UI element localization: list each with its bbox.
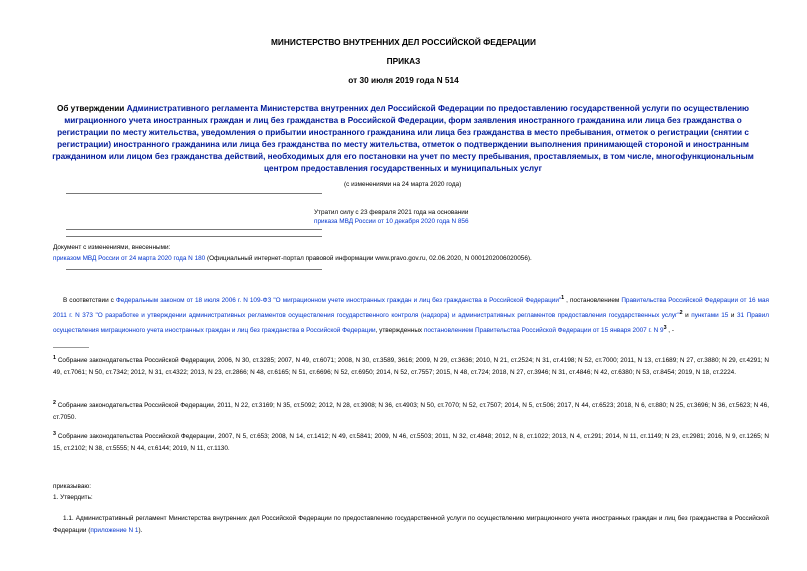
footnote-text: Собрание законодательства Российской Федерации, 2011, N 22, ст.3169; N 35, ст.5092; 2012, N 28, ст.3908; N 36, ст.4903; N 50, ст.7070; N 52, ст.7507; 2014, N 5, ст.506; 2017, N 44, ст.6523; 2018, N 6, ст.880; N 25, ст.3696; N 36, ст.5623; N 46, ст.7050. [53, 402, 769, 422]
divider [66, 269, 322, 270]
footnote-mark: 1 [53, 355, 56, 361]
footnote-mark: 2 [53, 400, 56, 406]
appendix-1-link[interactable]: приложение N 1 [90, 527, 139, 534]
clause-31-link[interactable]: 31 Правил осуществления миграционного учета иностранных граждан и лиц без гражданства в Российской Федерации [53, 312, 770, 335]
item-1-1 [53, 513, 769, 537]
footnote-divider [53, 347, 89, 348]
footnote-2 [53, 397, 769, 424]
divider [66, 236, 322, 237]
ministry-heading: МИНИСТЕРСТВО ВНУТРЕННИХ ДЕЛ РОССИЙСКОЙ ФЕДЕРАЦИИ [271, 37, 536, 47]
divider [66, 193, 322, 194]
item-1: 1. Утвердить: [53, 494, 93, 501]
preamble-text: , - [666, 327, 674, 335]
preamble-text: , утвержденных [375, 327, 424, 335]
footnote-text: Собрание законодательства Российской Федерации, 2006, N 30, ст.3285; 2007, N 49, ст.6071; 2008, N 30, ст.3589, 3616; 2009, N 29, ст.3636; 2010, N 21, ст.2524; N 31, ст.4198; N 52, ст.7000; 2011, N 13, ст.1689; N 27, ст.3880; N 29, ст.4291; N 49, ст.7061; N 50, ст.7342; 2012, N 31, ст.4322; 2013, N 23, ст.2866; N 48, ст.6165; N 51, ст.6696; N 52, ст.6950; 2014, N 52, ст.7557; 2015, N 48, ст.724; 2018, N 27, ст.3946; N 31, ст.4846; N 42, ст.6380; N 53, ст.8454; 2019, N 18, ст.2224. [53, 357, 769, 377]
preamble-paragraph [53, 292, 769, 337]
document-type: ПРИКАЗ [386, 56, 421, 66]
expired-order-link[interactable]: приказа МВД России от 10 декабря 2020 года N 856 [314, 218, 469, 225]
preamble-text: В соответствии с [63, 297, 116, 305]
changes-doc-source: (Официальный интернет-портал правовой информации www.pravo.gov.ru, 02.06.2020, N 0001202006020056). [205, 255, 532, 262]
preamble-text: и [728, 312, 737, 320]
changes-order-link[interactable]: приказом МВД России от 24 марта 2020 года N 180 [53, 255, 206, 262]
footnote-1 [53, 352, 769, 379]
title-regulation-link[interactable]: Административного регламента Министерства внутренних дел Российской Федерации по предоставлению государственной услуги по осуществлению миграционного учета иностранных граждан и лиц без гражданства в Российской Федерации, форм заявления иностранного гражданина или лица без гражданства о регистрации по месту жительства, уведомления о прибытии иностранного гражданина или лица без гражданства в место пребывания, отметок о регистрации (снятии с регистрации) иностранного гражданина или лица без гражданства по месту жительства, отметок о подтверждении выполнения принимающей стороной и иностранным гражданином или лицом без гражданства действий, необходимых для его постановки на учет по месту пребывания, проставляемых, в том числе, многофункциональным центром предоставления государственных и муниципальных услуг [52, 104, 754, 173]
federal-law-link[interactable]: Федеральным законом от 18 июля 2006 г. N 109-ФЗ "О миграционном учете иностранных граждан и лиц без гражданства в Российской Федерации" [115, 297, 562, 305]
footnote-mark: 3 [53, 431, 56, 437]
orders-text: приказываю: [53, 483, 91, 490]
item-1-1-text: 1.1. Административный регламент Министерства внутренних дел Российской Федерации по предоставлению государственной услуги по осуществлению миграционного учета иностранных граждан и лиц без гражданства в Российской Федерации ( [53, 515, 769, 534]
clause-15-link[interactable]: пунктами 15 [691, 312, 729, 320]
document-title [38, 103, 768, 175]
changes-note: (с изменениями на 24 марта 2020 года) [344, 181, 462, 188]
footnote-ref-2[interactable]: 2 [679, 310, 683, 317]
preamble-text: и [682, 312, 692, 320]
changes-doc-label: Документ с изменениями, внесенными: [53, 244, 171, 251]
footnote-ref-1[interactable]: 1 [561, 295, 565, 301]
title-prefix: Об утверждении [56, 104, 127, 113]
preamble-text: , постановлением [564, 297, 622, 305]
changes-doc-line [53, 254, 773, 263]
footnote-3 [53, 428, 769, 455]
government-resolution-link[interactable]: Правительства Российской Федерации от 16 мая 2011 г. N 373 "О разработке и утверждении административных регламентов осуществления государственного контроля (надзора) и административных регламентов предоставления государственных услуг" [53, 297, 769, 320]
resolution-9-link[interactable]: постановлением Правительства Российской Федерации от 15 января 2007 г. N 9 [423, 327, 664, 335]
document-date-number: от 30 июля 2019 года N 514 [348, 75, 459, 85]
expired-notice: Утратил силу с 23 февраля 2021 года на основании [314, 209, 469, 216]
divider [66, 229, 322, 230]
footnote-ref-3[interactable]: 3 [663, 325, 667, 332]
footnote-text: Собрание законодательства Российской Федерации, 2007, N 5, ст.653; 2008, N 14, ст.1412; N 49, ст.5841; 2009, N 46, ст.5503; 2011, N 32, ст.4848; 2012, N 8, ст.1022; 2013, N 4, ст.291; 2014, N 11, ст.1149; N 23, ст.2981; 2016, N 9, ст.1265; N 15, ст.2102; N 38, ст.5555; N 44, ст.6144; 2019, N 11, ст.1130. [53, 433, 769, 453]
item-1-1-end: ). [138, 527, 143, 534]
